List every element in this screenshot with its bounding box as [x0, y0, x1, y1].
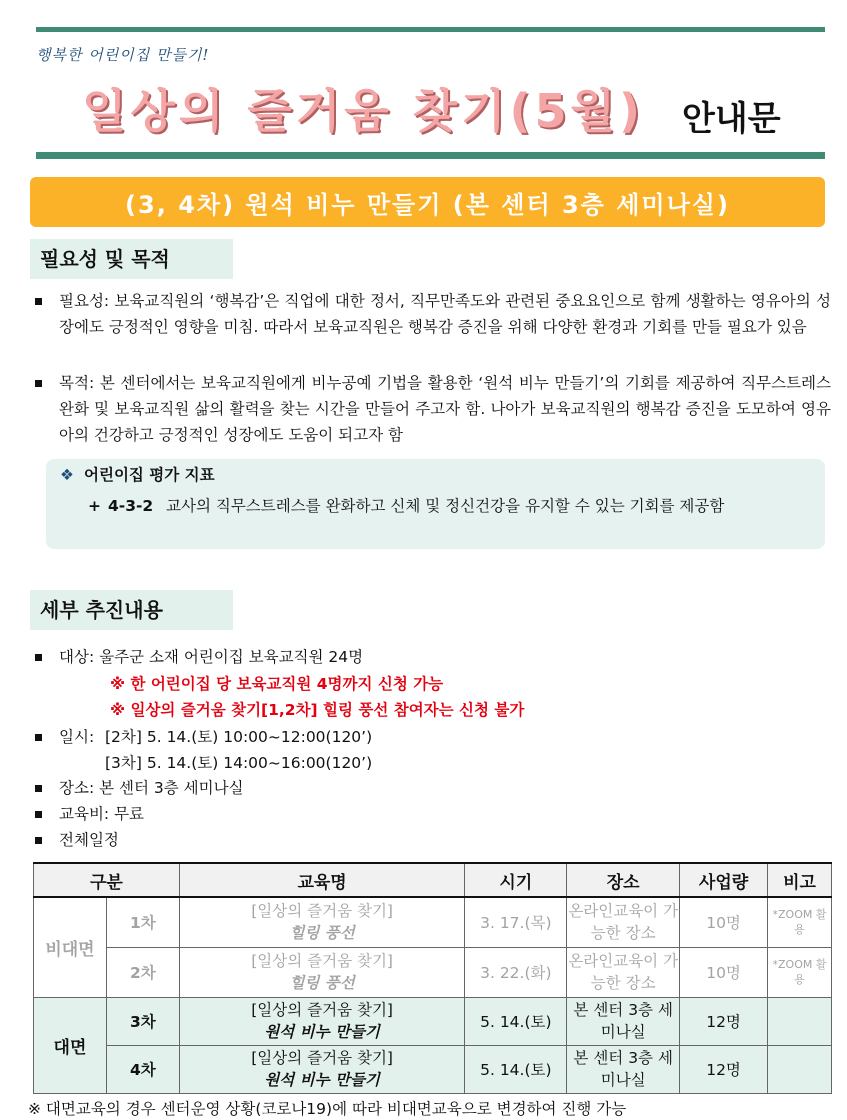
event-banner — [30, 177, 825, 227]
bullet-square-icon — [35, 837, 42, 844]
bullet-square-icon — [35, 298, 42, 305]
quantity-cell: 12명 — [680, 997, 768, 1045]
round-cell: 1차 — [106, 897, 179, 947]
tagline: 행복한 어린이집 만들기! — [36, 46, 210, 64]
round-cell: 3차 — [106, 997, 179, 1045]
bullet-square-icon — [35, 380, 42, 387]
round-cell: 2차 — [106, 947, 179, 997]
schedule-item — [35, 827, 815, 853]
group-nonface: 비대면 — [34, 897, 107, 997]
footnote: ※ 대면교육의 경우 센터운영 상황(코로나19)에 따라 비대면교육으로 변경하여 진행 가능 — [28, 1100, 627, 1118]
banner-text: (3, 4차) 원석 비누 만들기 (본 센터 3층 세미나실) — [125, 190, 730, 219]
date-cell: 5. 14.(토) — [465, 1045, 567, 1093]
place-cell: 본 센터 3층 세미나실 — [567, 1045, 680, 1093]
round-cell: 4차 — [106, 1045, 179, 1093]
header-quantity: 사업량 — [680, 863, 768, 897]
schedule-label: 전체일정 — [59, 831, 119, 849]
header-category: 구분 — [34, 863, 180, 897]
course-series: [일상의 즐거움 찾기] — [251, 952, 393, 970]
indicator-text: 교사의 직무스트레스를 완화하고 신체 및 정신건강을 유지할 수 있는 기회를 제공함 — [166, 497, 725, 515]
course-cell — [179, 897, 465, 947]
plus-icon: + — [88, 497, 101, 515]
bullet-square-icon — [35, 654, 42, 661]
date-cell: 5. 14.(토) — [465, 997, 567, 1045]
purpose-bullet-need — [35, 288, 831, 368]
header-course: 교육명 — [179, 863, 465, 897]
header-note: 비고 — [768, 863, 832, 897]
purpose-bullet-goal — [35, 370, 831, 450]
date-item — [35, 724, 815, 776]
course-series: [일상의 즐거움 찾기] — [251, 1049, 393, 1067]
group-face: 대면 — [34, 997, 107, 1093]
place-cell: 본 센터 3층 세미나실 — [567, 997, 680, 1045]
title-suffix: 안내문 — [682, 99, 781, 139]
target-item — [35, 644, 815, 670]
course-title: 원석 비누 만들기 — [264, 1071, 380, 1089]
place-cell: 온라인교육이 가능한 장소 — [567, 897, 680, 947]
purpose-heading: 필요성 및 목적 — [30, 239, 233, 279]
top-rule — [36, 27, 825, 32]
note-cell — [768, 997, 832, 1045]
indicator-title: 어린이집 평가 지표 — [84, 466, 215, 484]
need-text: 필요성: 보육교직원의 ‘행복감’은 직업에 대한 정서, 직무만족도와 관련된 중요요인으로 함께 생활하는 영유아의 성장에도 긍정적인 영향을 미침. 따라서 보육교직원은 행복감 증진을 위해 다양한 환경과 기회를 만들 필요가 있음 — [59, 292, 831, 336]
course-title: 원석 비누 만들기 — [264, 1023, 380, 1041]
quantity-cell: 12명 — [680, 1045, 768, 1093]
notice-limit: ※ 한 어린이집 당 보육교직원 4명까지 신청 가능 — [110, 675, 444, 693]
header-date: 시기 — [465, 863, 567, 897]
bullet-square-icon — [35, 734, 42, 741]
date-cell: 3. 17.(목) — [465, 897, 567, 947]
course-title: 힐링 풍선 — [289, 924, 355, 943]
evaluation-indicator-box — [46, 459, 825, 549]
date-cell: 3. 22.(화) — [465, 947, 567, 997]
indicator-code: 4-3-2 — [108, 497, 154, 515]
place-text: 장소: 본 센터 3층 세미나실 — [59, 779, 244, 797]
fee-text: 교육비: 무료 — [59, 805, 145, 823]
table-header-row — [34, 863, 832, 897]
page-title: 일상의 즐거움 찾기(5월) — [82, 84, 645, 138]
table-row — [34, 897, 832, 947]
course-cell — [179, 997, 465, 1045]
target-text: 대상: 울주군 소재 어린이집 보육교직원 24명 — [59, 648, 364, 666]
place-cell: 온라인교육이 가능한 장소 — [567, 947, 680, 997]
course-series: [일상의 즐거움 찾기] — [251, 902, 393, 921]
course-cell — [179, 1045, 465, 1093]
fee-item — [35, 801, 815, 827]
diamond-icon: ❖ — [60, 466, 74, 484]
header-place: 장소 — [567, 863, 680, 897]
notice-exclusion: ※ 일상의 즐거움 찾기[1,2차] 힐링 풍선 참여자는 신청 불가 — [110, 701, 525, 719]
goal-text: 목적: 본 센터에서는 보육교직원에게 비누공예 기법을 활용한 ‘원석 비누 만들기’의 기회를 제공하여 직무스트레스 완화 및 보육교직원 삶의 활력을 찾는 시간을 만들어 주고자 함. 나아가 보육교직원의 행복감 증진을 도모하여 영유아의 건강하고 긍정적인 성장에도 도움이 되고자 함 — [59, 374, 831, 444]
course-cell — [179, 947, 465, 997]
note-cell: *ZOOM 활용 — [768, 897, 832, 947]
note-cell: *ZOOM 활용 — [768, 947, 832, 997]
note-cell — [768, 1045, 832, 1093]
title-underline — [36, 152, 825, 159]
place-item — [35, 775, 815, 801]
date-session-2: [3차] 5. 14.(토) 14:00~16:00(120’) — [105, 754, 373, 772]
date-session-1: [2차] 5. 14.(토) 10:00~12:00(120’) — [105, 728, 373, 746]
course-title: 힐링 풍선 — [289, 974, 355, 992]
table-row — [34, 947, 832, 997]
quantity-cell: 10명 — [680, 947, 768, 997]
course-series: [일상의 즐거움 찾기] — [251, 1001, 393, 1019]
quantity-cell: 10명 — [680, 897, 768, 947]
table-row — [34, 997, 832, 1045]
bullet-square-icon — [35, 785, 42, 792]
schedule-table — [33, 862, 832, 1094]
bullet-square-icon — [35, 811, 42, 818]
date-label: 일시: — [59, 728, 95, 746]
details-heading: 세부 추진내용 — [30, 590, 233, 630]
table-row — [34, 1045, 832, 1093]
